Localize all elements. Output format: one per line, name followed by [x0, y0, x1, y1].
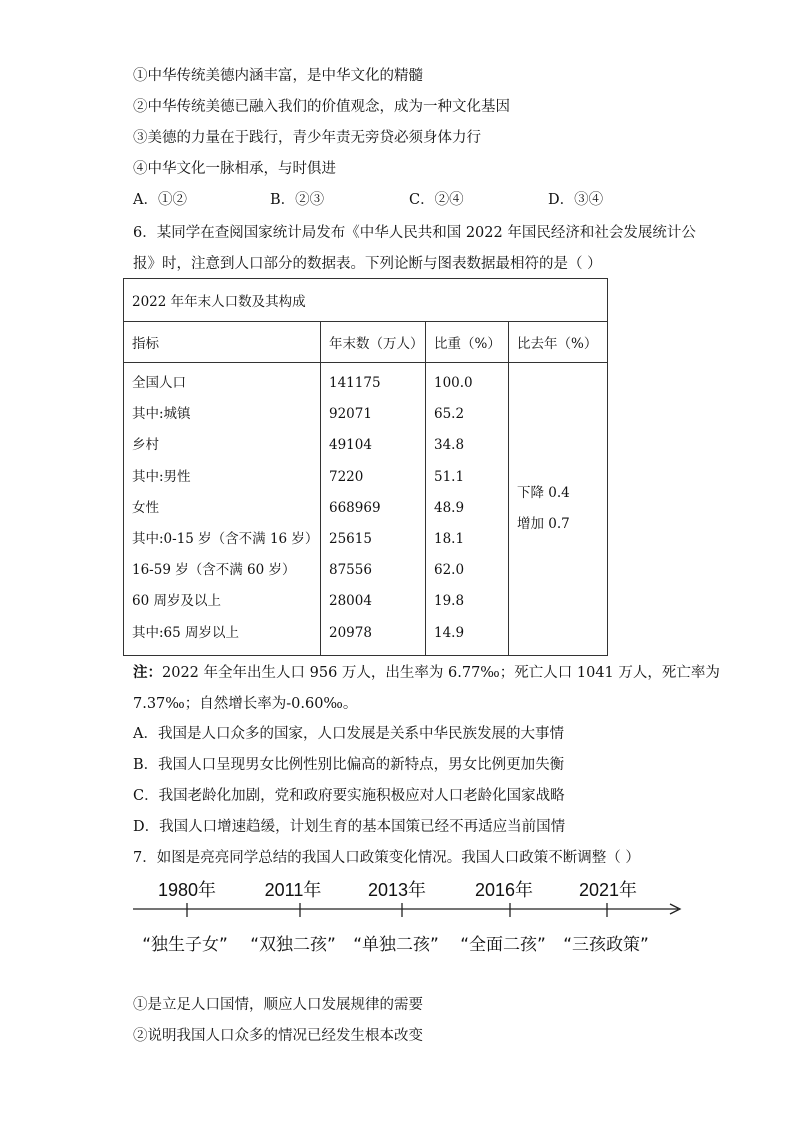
- header-indicator: 指标: [124, 322, 321, 363]
- table-note-line-1: [133, 663, 720, 683]
- timeline-policy: “三孩政策”: [563, 935, 649, 955]
- q5-option-b[interactable]: B．②③: [270, 192, 325, 208]
- timeline-year: 2013年: [367, 880, 427, 900]
- indicator-cell: 全国人口: [132, 375, 186, 391]
- q7-item-1: ①是立足人口国情，顺应人口发展规律的需要: [133, 997, 423, 1013]
- q5-option-c[interactable]: C．②④: [409, 192, 464, 208]
- indicator-cell: 16-59 岁（含不满 60 岁）: [132, 562, 296, 579]
- year-end-cell: 49104: [329, 437, 372, 454]
- indicator-cell: 乡村: [132, 437, 159, 454]
- q5-item-1: ①中华传统美德内涵丰富，是中华文化的精髓: [133, 68, 423, 84]
- header-change: 比去年（%）: [509, 322, 608, 363]
- proportion-cell: 19.8: [434, 593, 465, 610]
- proportion-cell: 14.9: [434, 624, 465, 641]
- indicator-cell: 女性: [132, 499, 159, 516]
- year-end-cell: 87556: [329, 562, 372, 579]
- indicator-column: [124, 363, 321, 656]
- proportion-cell: 18.1: [434, 530, 465, 547]
- q5-item-2: ②中华传统美德已融入我们的价值观念，成为一种文化基因: [133, 99, 510, 115]
- q6-stem-line-1: 6．某同学在查阅国家统计局发布《中华人民共和国 2022 年国民经济和社会发展统计公: [133, 225, 696, 241]
- proportion-cell: 51.1: [434, 468, 465, 485]
- year-end-column: [321, 363, 426, 656]
- year-end-cell: 92071: [329, 406, 372, 423]
- timeline-year: 2016年: [474, 880, 534, 900]
- q5-option-d[interactable]: D．③④: [548, 192, 604, 208]
- proportion-cell: 48.9: [434, 499, 465, 516]
- change-column: [509, 363, 608, 656]
- proportion-cell: 34.8: [434, 437, 465, 454]
- q6-option-a[interactable]: A．我国是人口众多的国家，人口发展是关系中华民族发展的大事情: [133, 726, 564, 742]
- timeline-year: 1980年: [157, 880, 217, 900]
- proportion-cell: 65.2: [434, 406, 465, 423]
- q5-option-a[interactable]: A．①②: [133, 192, 187, 208]
- q7-item-2: ②说明我国人口众多的情况已经发生根本改变: [133, 1028, 423, 1044]
- q5-item-3: ③美德的力量在于践行，青少年责无旁贷必须身体力行: [133, 130, 481, 146]
- note-label: 注：: [133, 664, 162, 681]
- year-end-cell: 668969: [329, 499, 381, 516]
- population-table: [123, 278, 608, 656]
- indicator-cell: 其中:65 周岁以上: [132, 624, 240, 641]
- q6-option-d[interactable]: D．我国人口增速趋缓，计划生育的基本国策已经不再适应当前国情: [133, 819, 566, 835]
- indicator-cell: 其中:男性: [132, 468, 191, 485]
- note-text-1: 2022 年全年出生人口 956 万人，出生率为 6.77‰；死亡人口 1041 万人，死亡率为: [162, 665, 720, 681]
- indicator-cell: 其中:0-15 岁（含不满 16 岁）: [132, 530, 319, 547]
- timeline-policy: “单独二孩”: [353, 935, 439, 955]
- change-cell-decrease: 下降 0.4: [517, 485, 570, 501]
- header-year-end: 年末数（万人）: [321, 322, 426, 363]
- year-end-cell: 141175: [329, 375, 381, 391]
- proportion-cell: 62.0: [434, 562, 465, 579]
- q6-stem-line-2: 报》时，注意到人口部分的数据表。下列论断与图表数据最相符的是（ ）: [133, 256, 602, 272]
- q5-item-4: ④中华文化一脉相承，与时俱进: [133, 161, 336, 177]
- table-note-line-2: 7.37‰；自然增长率为-0.60‰。: [133, 696, 358, 712]
- q6-option-c[interactable]: C．我国老龄化加剧，党和政府要实施积极应对人口老龄化国家战略: [133, 788, 565, 804]
- indicator-cell: 60 周岁及以上: [132, 593, 221, 610]
- proportion-column: [426, 363, 509, 656]
- indicator-cell: 其中:城镇: [132, 406, 191, 423]
- change-cell-increase: 增加 0.7: [517, 516, 570, 532]
- timeline-policy: “全面二孩”: [460, 935, 546, 955]
- proportion-cell: 100.0: [434, 375, 473, 391]
- timeline-policy: “双独二孩”: [250, 935, 336, 955]
- table-caption: 2022 年年末人口数及其构成: [124, 279, 608, 322]
- year-end-cell: 7220: [329, 468, 364, 485]
- year-end-cell: 25615: [329, 530, 372, 547]
- q6-option-b[interactable]: B．我国人口呈现男女比例性别比偏高的新特点，男女比例更加失衡: [133, 757, 565, 773]
- header-proportion: 比重（%）: [426, 322, 509, 363]
- timeline-year: 2011年: [264, 880, 322, 900]
- policy-timeline: [130, 872, 690, 957]
- q7-stem: 7．如图是亮亮同学总结的我国人口政策变化情况。我国人口政策不断调整（ ）: [133, 850, 640, 866]
- year-end-cell: 28004: [329, 593, 372, 610]
- timeline-year: 2021年: [578, 880, 638, 900]
- year-end-cell: 20978: [329, 624, 372, 641]
- timeline-policy: “独生子女”: [142, 935, 228, 955]
